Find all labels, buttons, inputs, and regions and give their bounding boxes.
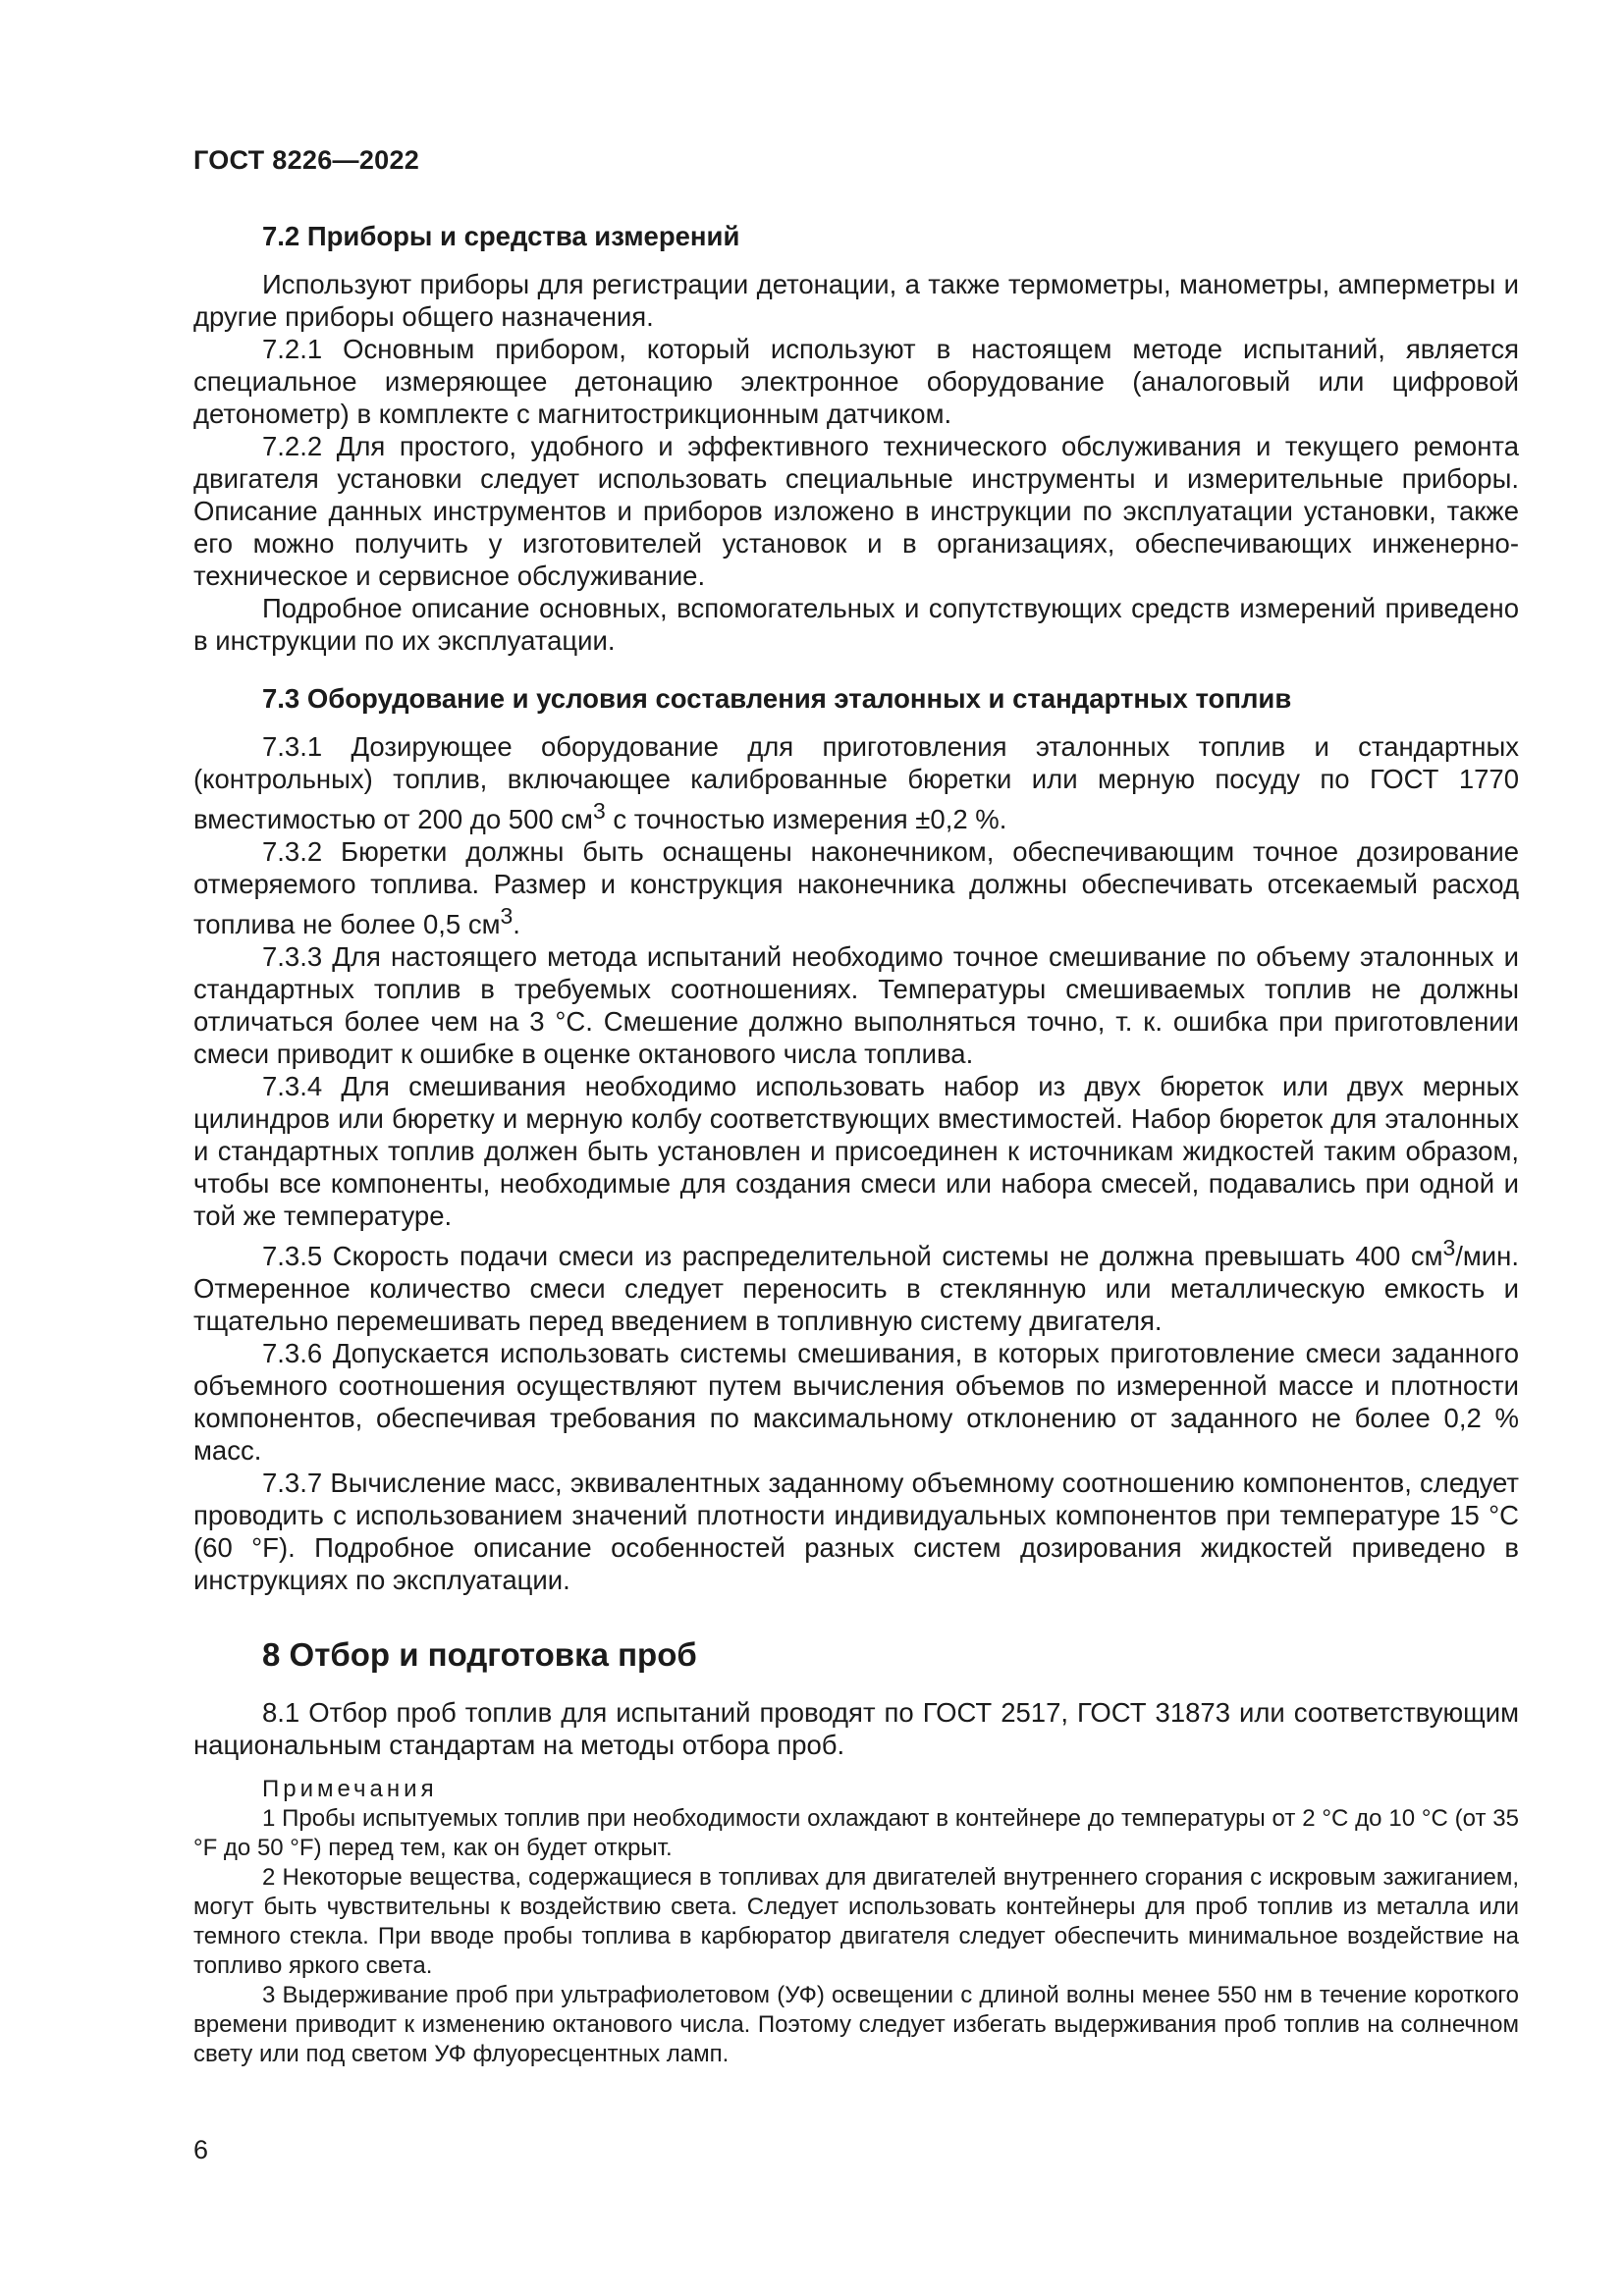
note-1: 1 Пробы испытуемых топлив при необходимости охлаждают в контейнере до температуры от 2 °С до 10 °С (от 35 °F до 50 °F) перед тем, как он будет открыт.: [193, 1805, 1519, 1862]
clause-7-3-7: 7.3.7 Вычисление масс, эквивалентных заданному объемному соотношению компонентов, следует проводить с использованием значений плотности индивидуальных компонентов при температуре 15 °С (60 °F). Подробное описание особенностей разных систем дозирования жидкостей приведено в инструкциях по эксплуатации.: [193, 1468, 1519, 1596]
section-7-3-heading: 7.3 Оборудование и условия составления эталонных и стандартных топлив: [262, 683, 1292, 714]
notes-title: Примечания: [262, 1776, 438, 1803]
clause-7-3-3: 7.3.3 Для настоящего метода испытаний необходимо точное смешивание по объему эталонных и стандартных топлив в требуемых соотношениях. Температуры смешиваемых топлив не должны отличаться более чем на 3 °С. Смешение должно выполняться точно, т. к. ошибка при приготовлении смеси приводит к ошибке в оценке октанового числа топлива.: [193, 941, 1519, 1070]
clause-7-3-4: 7.3.4 Для смешивания необходимо использовать набор из двух бюреток или двух мерных цилиндров или бюретку и мерную колбу соответствующих вместимостей. Набор бюреток для эталонных и стандартных топлив должен быть установлен и присоединен к источникам жидкостей таким образом, чтобы все компоненты, необходимые для создания смеси или набора смесей, подавались при одной и той же температуре.: [193, 1071, 1519, 1232]
clause-7-3-2: 7.3.2 Бюретки должны быть оснащены наконечником, обеспечивающим точное дозирование отмеряемого топлива. Размер и конструкция наконечника должны обеспечивать отсекаемый расход топлива не более 0,5 $см^3$.: [193, 836, 1519, 940]
section-7-2-heading: 7.2 Приборы и средства измерений: [262, 221, 740, 251]
clause-7-3-6: 7.3.6 Допускается использовать системы смешивания, в которых приготовление смеси заданного объемного соотношения осуществляют путем вычисления объемов по измеренной массе и плотности компонентов, обеспечивая требования по максимальному отклонению от заданного не более 0,2 % масс.: [193, 1338, 1519, 1467]
clause-7-2-1: 7.2.1 Основным прибором, который используют в настоящем методе испытаний, является специальное измеряющее детонацию электронное оборудование (аналоговый или цифровой детонометр) в комплекте с магнитострикционным датчиком.: [193, 334, 1519, 429]
page-number: 6: [193, 2135, 209, 2164]
clause-7-3-5: 7.3.5 Скорость подачи смеси из распределительной системы не должна превышать 400 $см^3$/мин. Отмеренное количество смеси следует переносить в стеклянную или металлическую емкость и тщательно перемешивать перед введением в топливную систему двигателя.: [193, 1235, 1519, 1337]
section-8-heading: 8 Отбор и подготовка проб: [262, 1636, 697, 1674]
note-3: 3 Выдерживание проб при ультрафиолетовом (УФ) освещении с длиной волны менее 550 нм в течение короткого времени приводит к изменению октанового числа. Поэтому следует избегать выдерживания проб топлив на солнечном свету или под светом УФ флуоресцентных ламп.: [193, 1982, 1519, 2068]
document-id-header: ГОСТ 8226—2022: [193, 145, 420, 175]
section-7-2-paragraph: Используют приборы для регистрации детонации, а также термометры, манометры, амперметры и другие приборы общего назначения.: [193, 269, 1519, 332]
note-2: 2 Некоторые вещества, содержащиеся в топливах для двигателей внутреннего сгорания с искровым зажиганием, могут быть чувствительны к воздействию света. Следует использовать контейнеры для проб топлив из металла или темного стекла. При вводе пробы топлива в карбюратор двигателя следует обеспечить минимальное воздействие на топливо яркого света.: [193, 1864, 1519, 1980]
page-content: [193, 220, 1519, 2069]
section-7-2-final-paragraph: Подробное описание основных, вспомогательных и сопутствующих средств измерений приведено в инструкции по их эксплуатации.: [193, 593, 1519, 656]
clause-8-1: 8.1 Отбор проб топлив для испытаний проводят по ГОСТ 2517, ГОСТ 31873 или соответствующим национальным стандартам на методы отбора проб.: [193, 1697, 1519, 1761]
clause-7-3-1: 7.3.1 Дозирующее оборудование для приготовления эталонных топлив и стандартных (контрольных) топлив, включающее калиброванные бюретки или мерную посуду по ГОСТ 1770 вместимостью от 200 до 500 $см^3$ с точностью измерения ±0,2 %.: [193, 731, 1519, 835]
clause-7-2-2: 7.2.2 Для простого, удобного и эффективного технического обслуживания и текущего ремонта двигателя установки следует использовать специальные инструменты и измерительные приборы. Описание данных инструментов и приборов изложено в инструкции по эксплуатации установки, также его можно получить у изготовителей установок и в организациях, обеспечивающих инженерно-техническое и сервисное обслуживание.: [193, 431, 1519, 591]
